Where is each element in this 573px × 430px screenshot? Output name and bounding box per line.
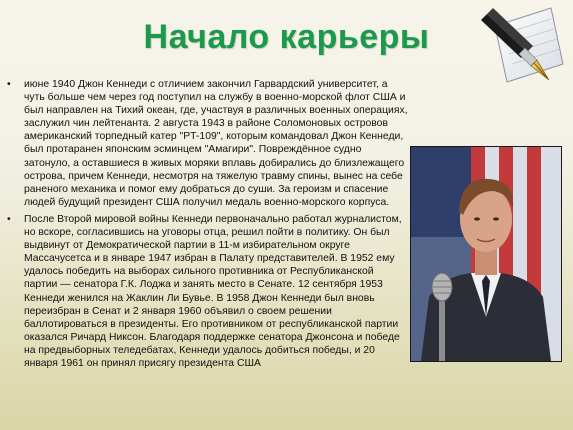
portrait-illustration xyxy=(411,147,561,361)
list-item xyxy=(7,213,408,370)
bullet-glyph: • xyxy=(7,79,11,90)
paragraph-text: После Второй мировой войны Кеннеди первоначально работал журналистом, но вскоре, согласившись на уговоры отца, решил пойти в политику. Он был выдвинут от Демократической партии в 11-м избирательном округе Массачусетса и в январе 1947 избран в Палату представителей. В 1952 ему удалось победить на выборах сильного противника от Республиканской партии — сенатора Г.К. Лоджа и занять место в Сенате. 12 сентября 1953 Кеннеди женился на Жаклин Ли Бувье. В 1958 Джон Кеннеди был вновь переизбран в Сенат и 2 января 1960 объявил о своем решении баллотироваться в президенты. Его противником от республиканской партии оказался Ричард Никсон. Благодаря поддержке сенатора Джонсона и победе на предвыборных теледебатах, Кеннеди удалось добиться победы, и 20 января 1961 он принял присягу президента США xyxy=(24,213,402,369)
body-text xyxy=(6,78,408,374)
list-item xyxy=(7,78,408,209)
bullet-list xyxy=(6,78,408,370)
bullet-glyph: • xyxy=(7,213,11,225)
paragraph-text: июне 1940 Джон Кеннеди с отличием закончил Гарвардский университет, а чуть больше чем через год поступил на службу в военно-морской флот США и был направлен на Тихий океан, где, участвуя в различных военных операциях, заслужил чин лейтенанта. 2 августа 1943 в районе Соломоновых островов американский торпедный катер "PT-109", которым командовал Джон Кеннеди, был протаранен японским эсминцем "Амагири". Повреждённое судно затонуло, а оставшиеся в живых моряки вплавь добирались до близлежащего острова, причем Кеннеди, несмотря на тяжелую травму спины, вынес на себе раненого механика и помог ему добраться до суши. За героизм и спасение людей будущий президент США получил медаль военно-морского корпуса. xyxy=(24,79,408,208)
slide-title: Начало карьеры xyxy=(143,18,430,56)
portrait-photo xyxy=(410,146,562,362)
fountain-pen-icon xyxy=(481,4,567,86)
